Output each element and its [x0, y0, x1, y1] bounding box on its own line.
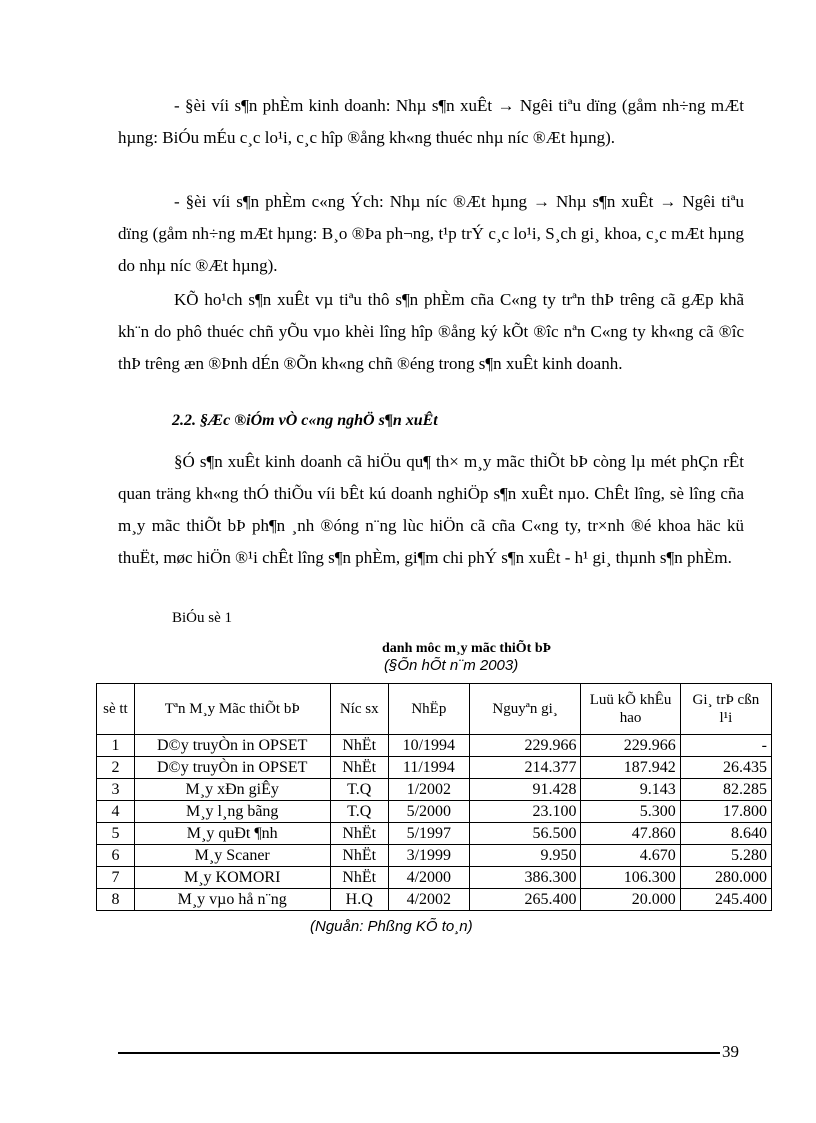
cell-import: 11/1994 [388, 757, 469, 779]
cell-name: M¸y quÐt ¶nh [134, 823, 330, 845]
cell-country: T.Q [330, 801, 388, 823]
cell-original-price: 9.950 [469, 845, 581, 867]
cell-remaining-value: 17.800 [680, 801, 771, 823]
table-label: BiÓu sè 1 [172, 610, 232, 626]
page-number: 39 [722, 1042, 739, 1061]
cell-import: 10/1994 [388, 735, 469, 757]
cell-depreciation: 9.143 [581, 779, 680, 801]
cell-original-price: 265.400 [469, 889, 581, 911]
footer-divider [118, 1052, 720, 1054]
cell-original-price: 91.428 [469, 779, 581, 801]
section-heading: 2.2. §Æc ®iÓm vÒ c«ng nghÖ s¶n xuÊt [172, 412, 438, 429]
cell-name: M¸y vµo hå n¨ng [134, 889, 330, 911]
cell-name: M¸y l¸ng bãng [134, 801, 330, 823]
cell-original-price: 23.100 [469, 801, 581, 823]
cell-name: D©y truyÒn in OPSET [134, 757, 330, 779]
cell-stt: 6 [97, 845, 135, 867]
header-name: Tªn M¸y Mãc thiÕt bÞ [134, 684, 330, 735]
cell-stt: 5 [97, 823, 135, 845]
cell-country: NhËt [330, 757, 388, 779]
cell-import: 4/2000 [388, 867, 469, 889]
table-row [97, 889, 772, 911]
cell-original-price: 214.377 [469, 757, 581, 779]
header-import: NhËp [388, 684, 469, 735]
header-remaining-value: Gi¸ trÞ cßn l¹i [680, 684, 771, 735]
cell-import: 5/1997 [388, 823, 469, 845]
header-depreciation: Luü kÕ khÊu hao [581, 684, 680, 735]
table-row [97, 823, 772, 845]
paragraph-production-plan: KÕ ho¹ch s¶n xuÊt vµ tiªu thô s¶n phÈm cña C«ng ty trªn thÞ trêng cã gÆp khã kh¨n do phô thuéc chñ yÕu vµo khèi lîng hîp ®ång ký kÕt ®îc nªn C«ng ty kh«ng cã ®îc thÞ trêng æn ®Þnh dÉn ®Õn kh«ng chñ ®éng trong s¶n xuÊt kinh doanh. [118, 290, 744, 373]
paragraph-equipment: §Ó s¶n xuÊt kinh doanh cã hiÖu qu¶ th× m¸y mãc thiÕt bÞ còng lµ mét phÇn rÊt quan träng kh«ng thÓ thiÕu víi bÊt kú doanh nghiÖp s¶n xuÊt nµo. ChÊt lîng, sè lîng cña m¸y mãc thiÕt bÞ ph¶n ¸nh ®óng n¨ng lùc hiÖn cã cña C«ng ty, tr×nh ®é khoa häc kü thuËt, møc hiÖn ®¹i chÊt lîng s¶n phÈm, gi¶m chi phÝ s¶n xuÊt - h¹ gi¸ thµnh s¶n phÈm. [118, 452, 744, 567]
cell-depreciation: 47.860 [581, 823, 680, 845]
cell-country: NhËt [330, 735, 388, 757]
table-subtitle: (§Õn hÕt n¨m 2003) [384, 657, 519, 674]
cell-country: H.Q [330, 889, 388, 911]
table-row [97, 779, 772, 801]
cell-stt: 1 [97, 735, 135, 757]
equipment-table [96, 683, 772, 911]
cell-name: M¸y KOMORI [134, 867, 330, 889]
cell-remaining-value: 5.280 [680, 845, 771, 867]
cell-country: T.Q [330, 779, 388, 801]
cell-original-price: 386.300 [469, 867, 581, 889]
header-country: Níc sx [330, 684, 388, 735]
cell-stt: 7 [97, 867, 135, 889]
cell-name: D©y truyÒn in OPSET [134, 735, 330, 757]
cell-original-price: 56.500 [469, 823, 581, 845]
cell-name: M¸y xÐn giÊy [134, 779, 330, 801]
header-stt: sè tt [97, 684, 135, 735]
cell-import: 1/2002 [388, 779, 469, 801]
cell-depreciation: 106.300 [581, 867, 680, 889]
cell-stt: 3 [97, 779, 135, 801]
table-row [97, 801, 772, 823]
cell-depreciation: 4.670 [581, 845, 680, 867]
source-note: (Nguån: Phßng KÕ to¸n) [310, 918, 473, 935]
cell-depreciation: 229.966 [581, 735, 680, 757]
table-row [97, 845, 772, 867]
table-title: danh môc m¸y mãc thiÕt bÞ [382, 641, 552, 656]
cell-import: 3/1999 [388, 845, 469, 867]
cell-original-price: 229.966 [469, 735, 581, 757]
cell-stt: 2 [97, 757, 135, 779]
cell-stt: 4 [97, 801, 135, 823]
header-original-price: Nguyªn gi¸ [469, 684, 581, 735]
table-row [97, 735, 772, 757]
cell-depreciation: 5.300 [581, 801, 680, 823]
cell-name: M¸y Scaner [134, 845, 330, 867]
cell-depreciation: 187.942 [581, 757, 680, 779]
cell-country: NhËt [330, 867, 388, 889]
table-row [97, 867, 772, 889]
paragraph-business-products: - §èi víi s¶n phÈm kinh doanh: Nhµ s¶n xuÊt → Ngêi tiªu dïng (gåm nh÷ng mÆt hµng: BiÓu mÉu c¸c lo¹i, c¸c hîp ®ång kh«ng thuéc nhµ níc ®Æt hµng). [118, 96, 744, 147]
cell-import: 4/2002 [388, 889, 469, 911]
cell-remaining-value: 280.000 [680, 867, 771, 889]
cell-country: NhËt [330, 823, 388, 845]
cell-remaining-value: 245.400 [680, 889, 771, 911]
table-header-row [97, 684, 772, 735]
cell-depreciation: 20.000 [581, 889, 680, 911]
cell-stt: 8 [97, 889, 135, 911]
cell-country: NhËt [330, 845, 388, 867]
cell-remaining-value: - [680, 735, 771, 757]
table-row [97, 757, 772, 779]
cell-import: 5/2000 [388, 801, 469, 823]
cell-remaining-value: 26.435 [680, 757, 771, 779]
cell-remaining-value: 8.640 [680, 823, 771, 845]
cell-remaining-value: 82.285 [680, 779, 771, 801]
paragraph-public-products: - §èi víi s¶n phÈm c«ng Ých: Nhµ níc ®Æt hµng → Nhµ s¶n xuÊt → Ngêi tiªu dïng (gåm nh÷ng mÆt hµng: B¸o ®Þa ph¬ng, t¹p trÝ c¸c lo¹i, S¸ch gi¸ khoa, c¸c mÆt hµng do nhµ níc ®Æt hµng). [118, 192, 744, 275]
